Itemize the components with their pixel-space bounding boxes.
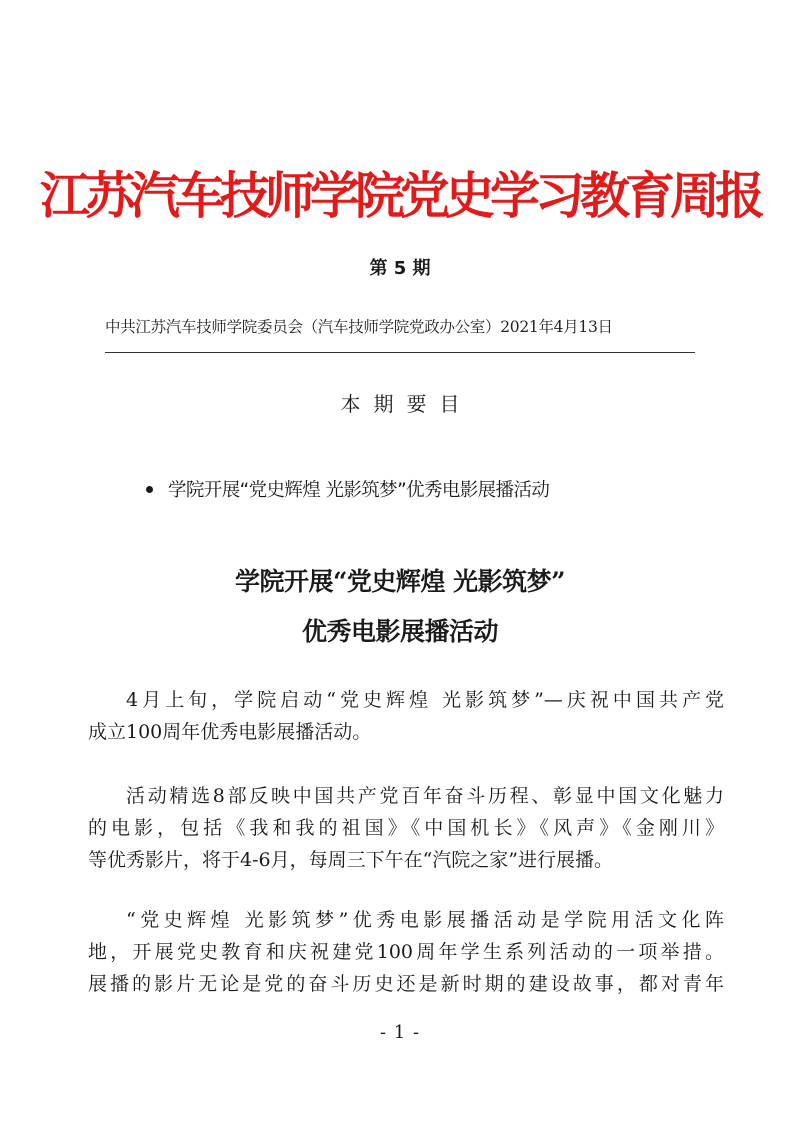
- paragraph-1-line-1: 4月上旬，学院启动“党史辉煌 光影筑梦”—庆祝中国共产党: [126, 689, 724, 711]
- toc-item-label: 学院开展“党史辉煌 光影筑梦”优秀电影展播活动: [168, 480, 550, 501]
- paragraph-2-line-2: 的电影，包括《我和我的祖国》《中国机长》《风声》《金刚川》: [88, 817, 724, 839]
- paragraph-2-line-1: 活动精选8部反映中国共产党百年奋斗历程、彰显中国文化魅力: [126, 785, 724, 807]
- bullet-icon: [146, 486, 153, 493]
- article-title-line-1: 学院开展“党史辉煌 光影筑梦”: [235, 567, 565, 596]
- toc-heading: 本期要目: [340, 392, 473, 416]
- paragraph-2-line-3: 等优秀影片，将于4-6月，每周三下午在“汽院之家”进行展播。: [88, 849, 614, 871]
- toc-item[interactable]: [146, 474, 549, 504]
- paragraph-3-line-3: 展播的影片无论是党的奋斗历史还是新时期的建设故事，都对青年: [88, 973, 724, 995]
- issue-number: 第 5 期: [369, 258, 431, 279]
- paragraph-1-line-2: 成立100周年优秀电影展播活动。: [88, 721, 372, 743]
- page-number: - 1 -: [379, 1022, 421, 1043]
- article-title-line-2: 优秀电影展播活动: [301, 617, 498, 646]
- masthead-title: 江苏汽车技师学院党史学习教育周报: [40, 166, 760, 225]
- issuer-line: 中共江苏汽车技师学院委员会（汽车技师学院党政办公室）2021年4月13日: [105, 318, 613, 336]
- paragraph-3-line-2: 地，开展党史教育和庆祝建党100周年学生系列活动的一项举措。: [88, 941, 724, 963]
- paragraph-3-line-1: “党史辉煌 光影筑梦”优秀电影展播活动是学院用活文化阵: [126, 909, 724, 931]
- header-divider: [105, 352, 695, 353]
